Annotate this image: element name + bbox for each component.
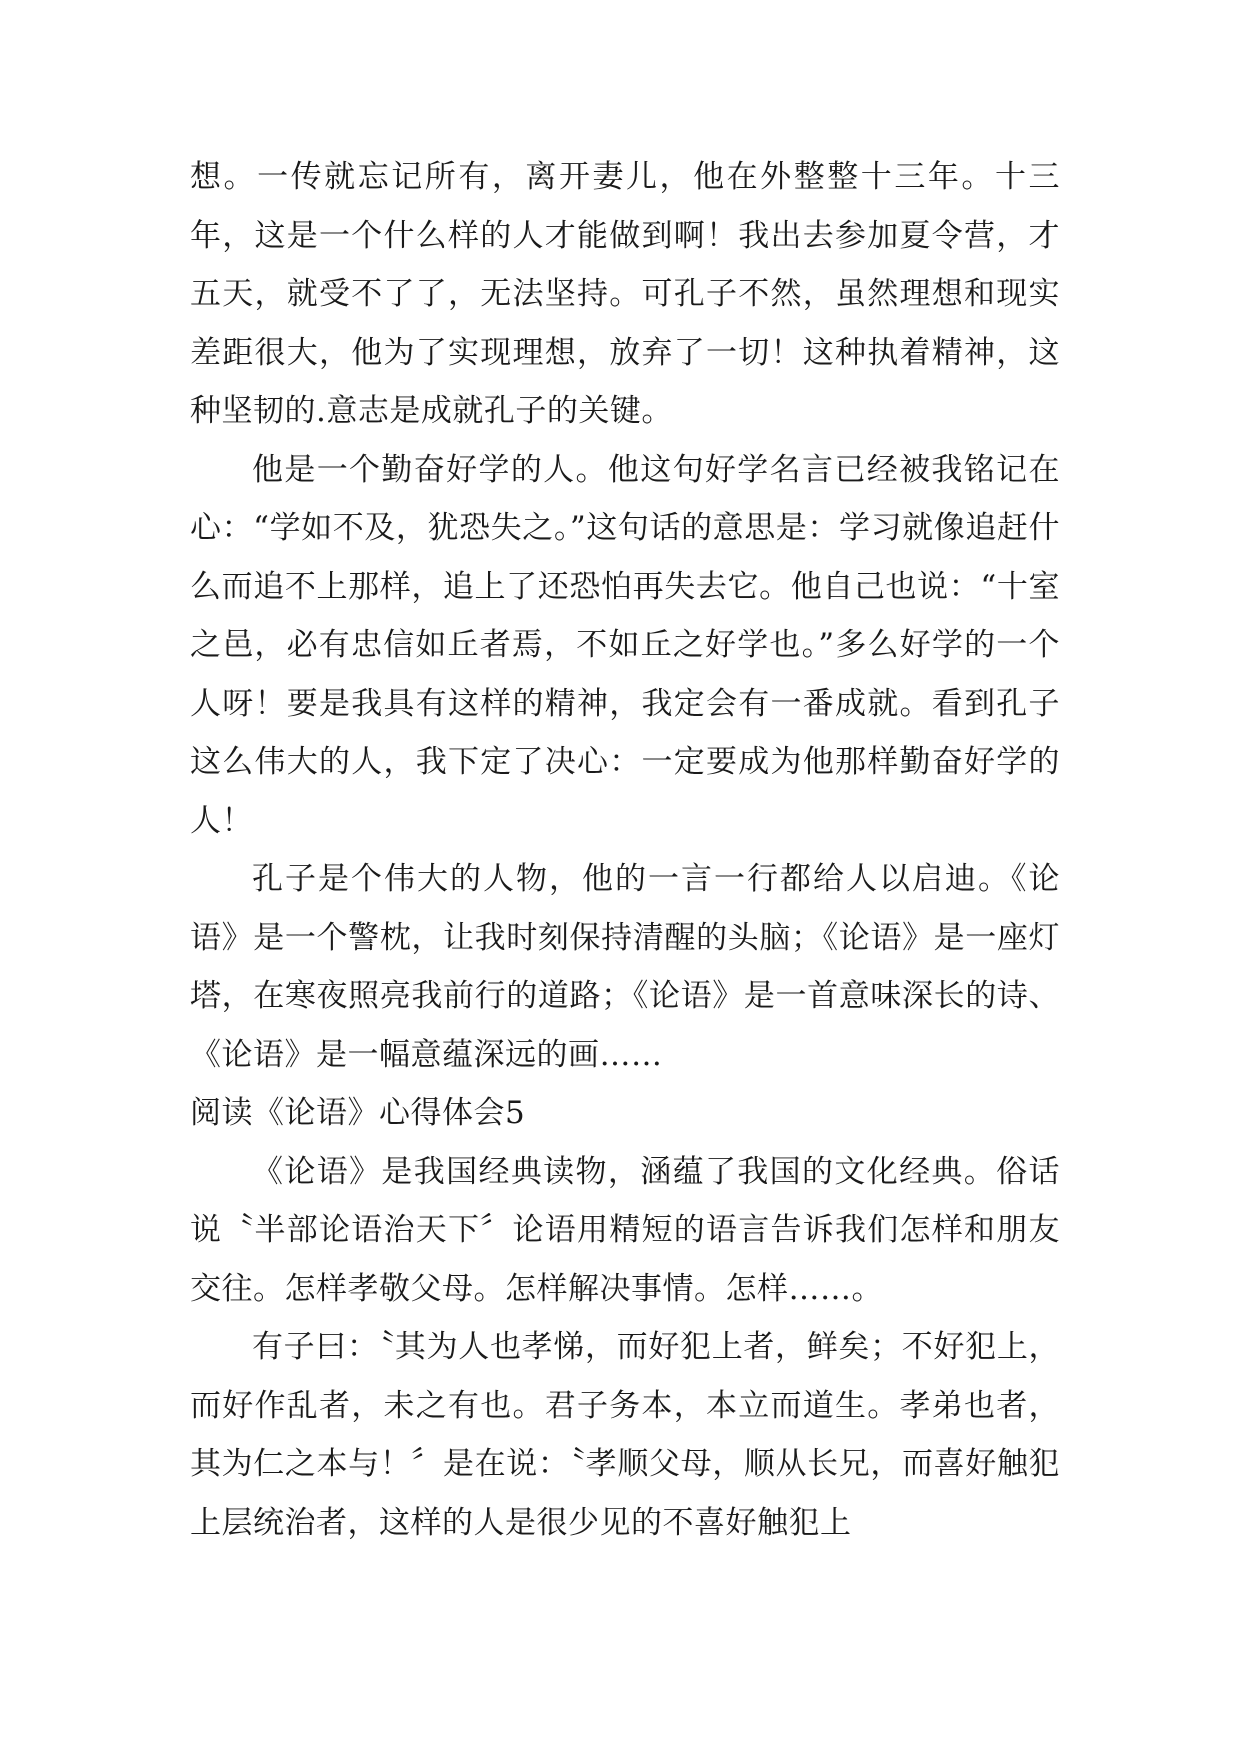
paragraph-4: 《论语》是我国经典读物，涵蕴了我国的文化经典。俗话说〝半部论语治天下〞论语用精短的语言告诉我们怎样和朋友交往。怎样孝敬父母。怎样解决事情。怎样……。 bbox=[190, 1153, 1060, 1307]
paragraph-5: 有子曰：〝其为人也孝悌，而好犯上者，鲜矣；不好犯上，而好作乱者，未之有也。君子务本，本立而道生。孝弟也者，其为仁之本与！〞是在说：〝孝顺父母，顺从长兄，而喜好触犯上层统治者，这样的人是很少见的不喜好触犯上 bbox=[190, 1329, 1060, 1541]
paragraph-3: 孔子是个伟大的人物，他的一言一行都给人以启迪。《论语》是一个警枕，让我时刻保持清醒的头脑；《论语》是一座灯塔，在寒夜照亮我前行的道路；《论语》是一首意味深长的诗、《论语》是一幅意蕴深远的画…… bbox=[190, 861, 1060, 1073]
paragraph-2: 他是一个勤奋好学的人。他这句好学名言已经被我铭记在心：“学如不及，犹恐失之。”这句话的意思是：学习就像追赶什么而追不上那样，追上了还恐怕再失去它。他自己也说：“十室之邑，必有忠信如丘者焉，不如丘之好学也。”多么好学的一个人呀！要是我具有这样的精神，我定会有一番成就。看到孔子这么伟大的人，我下定了决心：一定要成为他那样勤奋好学的人！ bbox=[190, 451, 1060, 839]
paragraph-1: 想。一传就忘记所有，离开妻儿，他在外整整十三年。十三年，这是一个什么样的人才能做到啊！我出去参加夏令营，才五天，就受不了了，无法坚持。可孔子不然，虽然理想和现实差距很大，他为了实现理想，放弃了一切！这种执着精神，这种坚韧的.意志是成就孔子的关键。 bbox=[190, 159, 1060, 429]
section-heading: 阅读《论语》心得体会5 bbox=[190, 1095, 526, 1131]
document-page bbox=[190, 148, 1060, 1552]
